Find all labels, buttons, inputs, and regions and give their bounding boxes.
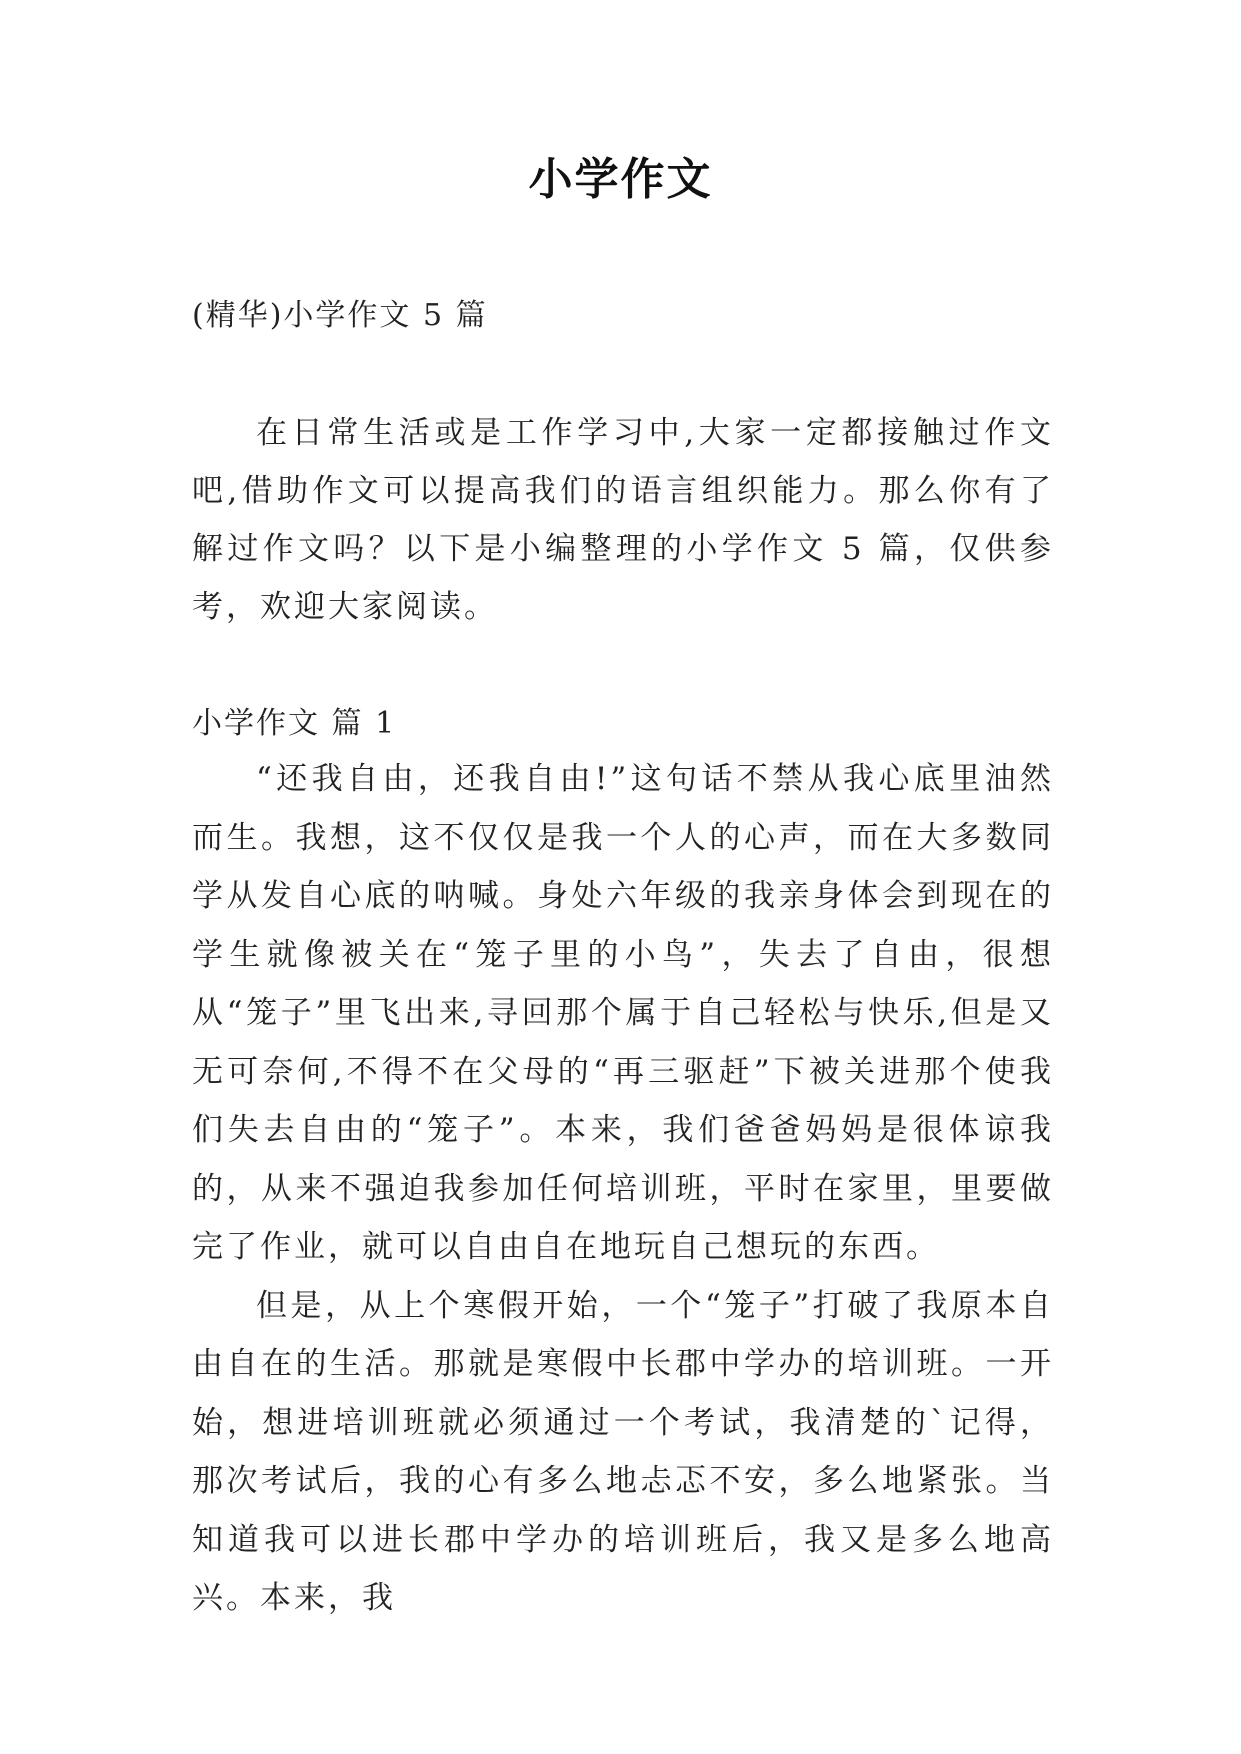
body-paragraph: 但是，从上个寒假开始，一个“笼子”打破了我原本自由自在的生活。那就是寒假中长郡中学办的培训班。一开始，想进培训班就必须通过一个考试，我清楚的`记得，那次考试后，我的心有多么地忐忑不安，多么地紧张。当知道我可以进长郡中学办的培训班后，我又是多么地高兴。本来，我	[192, 1287, 1054, 1616]
body-paragraph: “还我自由，还我自由!”这句话不禁从我心底里油然而生。我想，这不仅仅是我一个人的心声，而在大多数同学从发自心底的呐喊。身处六年级的我亲身体会到现在的学生就像被关在“笼子里的小鸟”，失去了自由，很想从“笼子”里飞出来,寻回那个属于自己轻松与快乐,但是又无可奈何,不得不在父母的“再三驱赶”下被关进那个使我们失去自由的“笼子”。本来，我们爸爸妈妈是很体谅我的，从来不强迫我参加任何培训班，平时在家里，里要做完了作业，就可以自由自在地玩自己想玩的东西。	[192, 761, 1054, 1265]
essay-body	[192, 750, 1054, 1628]
document-subtitle: (精华)小学作文 5 篇	[192, 298, 488, 333]
intro-paragraph: 在日常生活或是工作学习中,大家一定都接触过作文吧,借助作文可以提高我们的语言组织能力。那么你有了解过作文吗？以下是小编整理的小学作文 5 篇，仅供参考，欢迎大家阅读。	[192, 415, 1054, 625]
document-title: 小学作文	[528, 154, 713, 205]
section-heading: 小学作文 篇 1	[192, 706, 397, 741]
